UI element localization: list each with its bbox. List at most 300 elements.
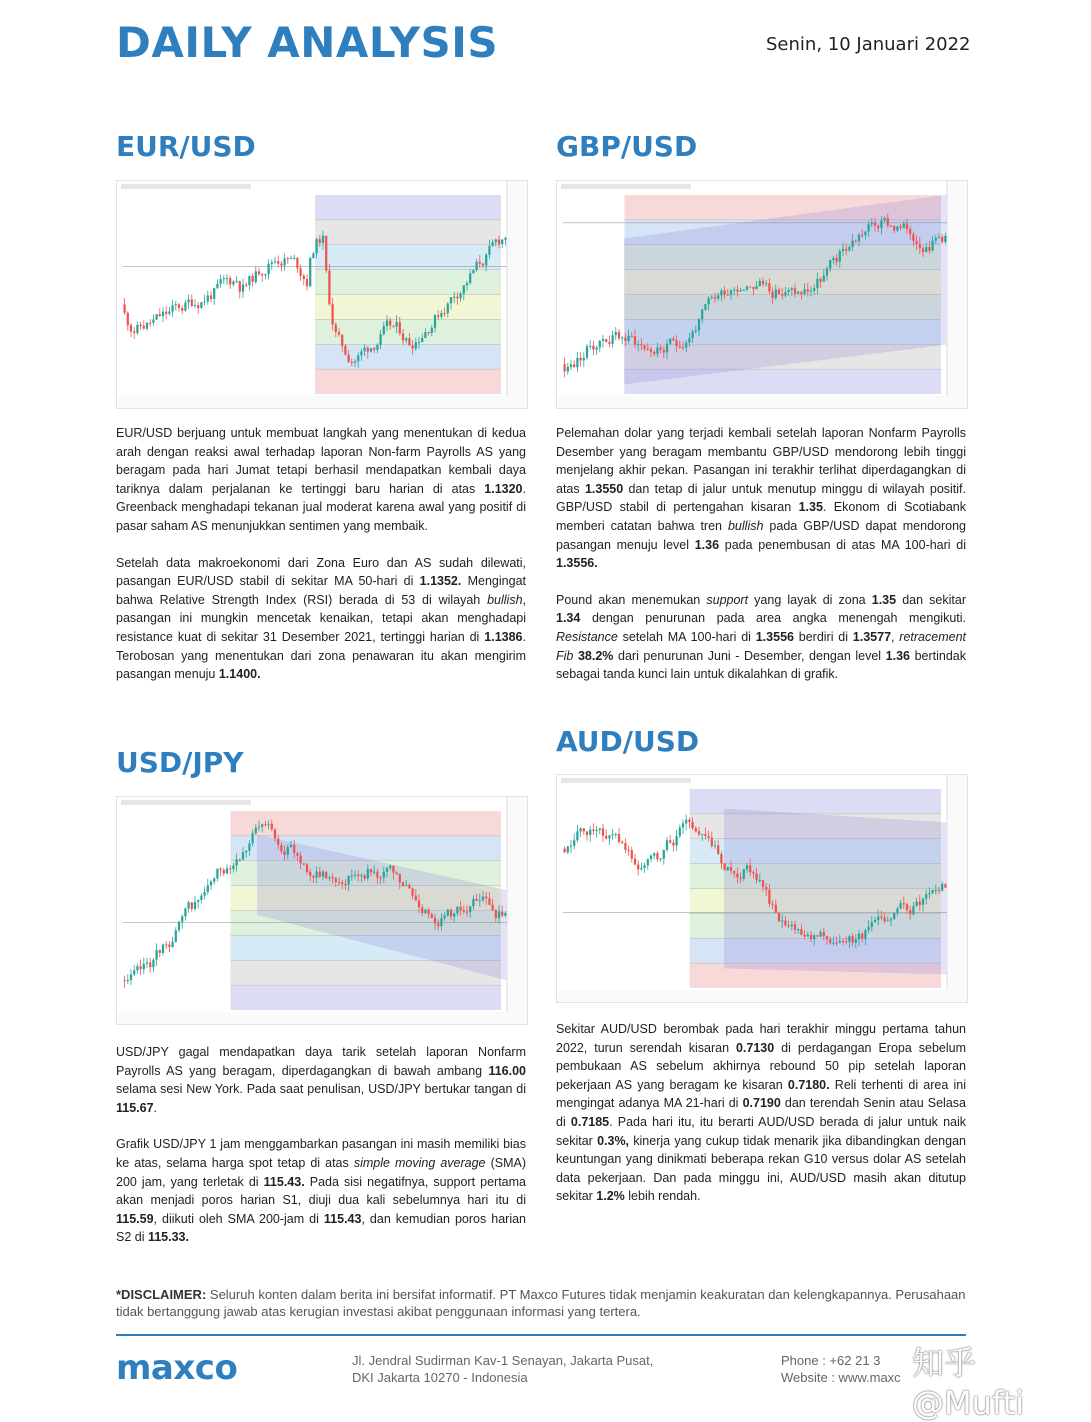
- candle-body: [823, 276, 825, 282]
- candle-body: [714, 297, 716, 298]
- candle-body: [315, 872, 317, 878]
- candle-body: [299, 856, 301, 864]
- candle-body: [883, 218, 885, 220]
- candle-body: [459, 294, 461, 299]
- candle-body: [749, 287, 751, 288]
- candle-body: [219, 869, 221, 870]
- candle-body: [431, 914, 433, 918]
- candle-body: [736, 290, 738, 292]
- candle-body: [567, 367, 569, 372]
- candle-body: [627, 336, 629, 341]
- chart-title-strip: [561, 184, 691, 189]
- candle-body: [251, 276, 253, 282]
- candle-body: [386, 868, 388, 872]
- candle-body: [909, 229, 911, 234]
- candle-body: [707, 298, 709, 304]
- candle-body: [139, 325, 141, 326]
- candle-body: [187, 902, 189, 908]
- candle-body: [669, 339, 671, 344]
- candle-body: [143, 326, 145, 329]
- candle-body: [485, 897, 487, 899]
- candle-body: [602, 339, 604, 341]
- candle-body: [893, 226, 895, 230]
- fib-zone: [231, 811, 501, 836]
- candle-body: [344, 884, 346, 885]
- candle-body: [899, 903, 901, 908]
- candle-body: [874, 920, 876, 922]
- candle-body: [335, 325, 337, 332]
- candle-body: [424, 910, 426, 913]
- candle-body: [344, 346, 346, 355]
- chart-title-strip: [561, 778, 691, 783]
- candle-body: [155, 314, 157, 319]
- time-axis: [117, 396, 527, 408]
- candle-body: [851, 241, 853, 247]
- candle-body: [621, 338, 623, 339]
- candle-body: [704, 834, 706, 836]
- candle-body: [880, 916, 882, 917]
- candle-body: [855, 241, 857, 242]
- candle-body: [579, 358, 581, 361]
- candle-body: [309, 872, 311, 876]
- candle-body: [152, 960, 154, 968]
- eurusd-chart: [116, 180, 528, 409]
- candle-body: [695, 828, 697, 831]
- candle-body: [181, 916, 183, 921]
- candle-body: [647, 859, 649, 865]
- audusd-chart: [556, 774, 968, 1003]
- candle-body: [232, 282, 234, 285]
- candle-body: [360, 875, 362, 876]
- candle-body: [679, 828, 681, 836]
- candle-body: [813, 935, 815, 939]
- candle-body: [727, 867, 729, 870]
- usdjpy-paragraph-1: USD/JPY gagal mendapatkan daya tarik setelah laporan Nonfarm Payrolls AS yang beragam, diperdagangkan di bawah ambang 116.00 selama sesi New York. Pada saat penulisan, USD/JPY bertukar tangan di 115.67.: [116, 1045, 526, 1115]
- candle-body: [755, 873, 757, 880]
- candle-body: [463, 285, 465, 293]
- candle-body: [602, 828, 604, 835]
- candle-body: [245, 851, 247, 853]
- candle-body: [181, 308, 183, 311]
- audusd-paragraph-1: Sekitar AUD/USD berombak pada hari terakhir minggu pertama tahun 2022, turun serendah kisaran 0.7130 di perdagangan Eropa sebelum pembukaan AS sebelum akhirnya rebound 50 pip setelah laporan pekerjaan AS yang beragam ke kisaran 0.7180. Reli terhenti di area ini mengingat adanya MA 21-hari di 0.7190 dan terendah Senin atau Selasa di 0.7185. Pada hari itu, itu berarti AUD/USD berada di jalur untuk naik sekitar 0.3%, kinerja yang cukup tidak menarik jika dibandingkan dengan keuntungan yang dinikmati beberapa rekan G10 versus dolar AS setelah data pekerjaan. Dan pada minggu ini, AUD/USD masih akan ditutup sekitar 1.2% lebih rendah.: [556, 1022, 966, 1204]
- candle-body: [459, 907, 461, 910]
- candle-body: [463, 910, 465, 911]
- candle-body: [351, 362, 353, 363]
- candle-body: [200, 896, 202, 900]
- candle-body: [618, 332, 620, 338]
- candle-body: [363, 348, 365, 352]
- candle-body: [842, 941, 844, 942]
- candle-body: [207, 295, 209, 301]
- candle-body: [239, 281, 241, 291]
- candle-body: [383, 326, 385, 334]
- candle-body: [691, 332, 693, 338]
- candle-body: [351, 875, 353, 876]
- candle-body: [299, 268, 301, 275]
- candle-body: [653, 853, 655, 855]
- candle-body: [896, 226, 898, 230]
- candle-body: [563, 364, 565, 371]
- candle-body: [787, 290, 789, 292]
- candle-body: [656, 347, 658, 353]
- candle-body: [491, 905, 493, 910]
- candle-body: [367, 869, 369, 879]
- candle-body: [608, 835, 610, 838]
- page-title: DAILY ANALYSIS: [116, 18, 499, 67]
- candle-body: [762, 281, 764, 284]
- candle-body: [440, 918, 442, 926]
- fib-zone: [315, 220, 501, 245]
- audusd-heading: AUD/USD: [556, 725, 700, 758]
- candle-body: [488, 246, 490, 255]
- candle-body: [861, 934, 863, 939]
- candle-body: [482, 897, 484, 901]
- candle-body: [858, 934, 860, 940]
- candle-body: [599, 828, 601, 829]
- candle-body: [315, 239, 317, 253]
- candle-body: [746, 865, 748, 869]
- candle-body: [842, 249, 844, 251]
- candle-body: [922, 899, 924, 905]
- candle-body: [472, 899, 474, 906]
- candle-body: [618, 834, 620, 842]
- candle-body: [759, 281, 761, 286]
- eurusd-paragraph-1: EUR/USD berjuang untuk membuat langkah yang menentukan di kedua arah dengan reaksi awal terhadap laporan Non-farm Payrolls AS yang beragam pada hari Jumat tetapi berhasil mendapatkan kembali daya tariknya dalam perjalanan ke tertinggi baru harian di atas 1.1320. Greenback menghadapi tekanan jual moderat karena awal yang positif di pasar saham AS menunjukkan sentimen yang membaik.: [116, 426, 526, 533]
- candle-body: [373, 348, 375, 350]
- candle-body: [485, 255, 487, 266]
- candle-body: [682, 823, 684, 827]
- candle-body: [583, 358, 585, 361]
- candle-body: [306, 279, 308, 286]
- candle-body: [235, 859, 237, 865]
- fib-zone: [315, 369, 501, 394]
- candle-body: [730, 290, 732, 294]
- candle-body: [418, 342, 420, 343]
- candle-body: [421, 907, 423, 913]
- candle-body: [570, 846, 572, 847]
- candle-body: [621, 842, 623, 843]
- candle-body: [807, 289, 809, 291]
- candle-body: [717, 295, 719, 298]
- candle-body: [255, 271, 257, 282]
- candle-body: [242, 285, 244, 292]
- candle-body: [133, 332, 135, 333]
- candle-body: [586, 346, 588, 358]
- candle-body: [755, 286, 757, 289]
- candle-body: [280, 264, 282, 266]
- candle-body: [200, 302, 202, 308]
- candle-body: [819, 932, 821, 937]
- candle-body: [376, 345, 378, 350]
- candle-body: [210, 295, 212, 298]
- candle-body: [791, 288, 793, 290]
- candle-body: [880, 220, 882, 228]
- zhihu-watermark: 知乎 @Mufti: [912, 1344, 1025, 1422]
- candle-body: [146, 962, 148, 963]
- candle-body: [136, 966, 138, 970]
- price-axis: [947, 181, 967, 408]
- candle-body: [367, 348, 369, 352]
- candle-body: [363, 875, 365, 878]
- candle-body: [611, 834, 613, 835]
- usdjpy-paragraph-2: Grafik USD/JPY 1 jam menggambarkan pasangan ini masih memiliki bias ke atas, selama harga spot tetap di atas simple moving average (SMA) 200 jam, yang terletak di 115.43. Pada sisi negatifnya, support pertama akan menjadi poros harian S1, diuji dua kali sebelumnya hari itu di 115.59, diikuti oleh SMA 200-jam di 115.43, dan kemudian poros harian S2 di 115.33.: [116, 1137, 526, 1245]
- candle-body: [579, 828, 581, 831]
- candle-body: [267, 264, 269, 274]
- gbpusd-chart-svg: [557, 181, 967, 408]
- usdjpy-chart: [116, 796, 528, 1025]
- candle-body: [287, 258, 289, 259]
- candle-body: [450, 910, 452, 917]
- candle-body: [258, 271, 260, 274]
- candle-body: [717, 845, 719, 854]
- candle-body: [184, 303, 186, 311]
- candle-body: [309, 258, 311, 286]
- candle-body: [431, 328, 433, 333]
- candle-body: [331, 304, 333, 324]
- candle-body: [399, 322, 401, 333]
- disclaimer-label: *DISCLAIMER:: [116, 1287, 207, 1302]
- candle-body: [768, 283, 770, 291]
- candle-body: [912, 906, 914, 914]
- candle-body: [707, 836, 709, 838]
- candle-body: [637, 865, 639, 870]
- candle-body: [573, 840, 575, 846]
- candle-body: [903, 903, 905, 904]
- candle-body: [418, 901, 420, 908]
- candle-body: [634, 859, 636, 865]
- candle-body: [395, 873, 397, 874]
- candle-body: [858, 235, 860, 241]
- candle-body: [695, 331, 697, 332]
- phone-line: Phone : +62 21 3: [781, 1353, 881, 1368]
- candle-body: [807, 935, 809, 937]
- candle-body: [274, 261, 276, 262]
- candle-body: [456, 297, 458, 299]
- price-channel: [724, 809, 947, 974]
- candle-body: [624, 843, 626, 850]
- candle-body: [800, 929, 802, 935]
- candle-body: [663, 350, 665, 353]
- candle-body: [287, 847, 289, 855]
- candle-body: [354, 361, 356, 362]
- candle-body: [765, 887, 767, 890]
- candle-body: [219, 279, 221, 284]
- candle-body: [469, 906, 471, 912]
- candle-body: [133, 970, 135, 974]
- candle-body: [810, 291, 812, 292]
- candle-body: [931, 890, 933, 893]
- candle-body: [146, 323, 148, 329]
- gbpusd-chart: [556, 180, 968, 409]
- candle-body: [672, 843, 674, 846]
- candle-body: [389, 866, 391, 868]
- candle-body: [941, 884, 943, 890]
- candle-body: [816, 279, 818, 288]
- candle-body: [608, 342, 610, 344]
- candle-body: [488, 898, 490, 905]
- candle-body: [235, 281, 237, 282]
- candle-body: [175, 930, 177, 941]
- candle-body: [650, 856, 652, 860]
- candle-body: [605, 836, 607, 839]
- candle-body: [915, 241, 917, 244]
- candle-body: [615, 332, 617, 335]
- candle-body: [443, 313, 445, 314]
- gbpusd-text: [556, 424, 966, 684]
- candle-body: [456, 907, 458, 913]
- candle-body: [762, 880, 764, 887]
- candle-body: [389, 321, 391, 326]
- candle-body: [595, 347, 597, 349]
- candle-body: [498, 912, 500, 918]
- candle-body: [643, 865, 645, 868]
- candle-body: [408, 885, 410, 888]
- candle-body: [611, 335, 613, 344]
- candle-body: [816, 935, 818, 936]
- candle-body: [405, 885, 407, 886]
- candle-body: [784, 921, 786, 926]
- candle-body: [899, 226, 901, 227]
- candle-body: [264, 824, 266, 825]
- candle-body: [906, 904, 908, 910]
- candle-body: [771, 292, 773, 298]
- candle-body: [347, 355, 349, 362]
- candle-body: [727, 295, 729, 296]
- candle-body: [264, 274, 266, 275]
- candle-body: [127, 980, 129, 981]
- candle-body: [912, 234, 914, 241]
- candle-body: [944, 236, 946, 242]
- candle-body: [498, 240, 500, 245]
- candle-body: [495, 910, 497, 918]
- candle-body: [743, 290, 745, 291]
- candle-body: [675, 836, 677, 846]
- candle-body: [271, 824, 273, 829]
- candle-body: [475, 899, 477, 901]
- candle-body: [165, 944, 167, 945]
- candle-body: [274, 829, 276, 838]
- candle-body: [890, 919, 892, 921]
- candle-body: [627, 850, 629, 851]
- candle-body: [123, 980, 125, 981]
- price-axis: [947, 775, 967, 1002]
- candle-body: [650, 349, 652, 352]
- candle-body: [832, 258, 834, 260]
- candle-body: [749, 865, 751, 872]
- candle-body: [615, 834, 617, 835]
- candle-body: [787, 925, 789, 926]
- candle-body: [162, 312, 164, 317]
- candle-body: [280, 845, 282, 852]
- gbpusd-paragraph-1: Pelemahan dolar yang terjadi kembali setelah laporan Nonfarm Payrolls Desember yang beragam membantu GBP/USD mendorong lebih tinggi menjelang akhir pekan. Pasangan ini terakhir terlihat diperdagangkan di atas 1.3550 dan tetap di jalur untuk menutup minggu di wilayah positif. GBP/USD stabil di pertengahan kisaran 1.35. Ekonom di Scotiabank memberi catatan bahwa tren bullish pada GBP/USD dapat mendorong pasangan menuju level 1.36 pada penembusan di atas MA 100-hari di 1.3556.: [556, 426, 966, 571]
- candle-body: [685, 820, 687, 824]
- candle-body: [701, 310, 703, 320]
- eurusd-heading: EUR/USD: [116, 130, 256, 163]
- candle-body: [861, 235, 863, 236]
- candle-body: [450, 297, 452, 303]
- candle-body: [675, 340, 677, 346]
- candle-body: [656, 853, 658, 859]
- candle-body: [251, 833, 253, 843]
- candle-body: [306, 864, 308, 872]
- candle-body: [797, 292, 799, 294]
- candle-body: [216, 284, 218, 288]
- address-line-1: Jl. Jendral Sudirman Kav-1 Senayan, Jakarta Pusat,: [352, 1353, 654, 1368]
- candle-body: [826, 936, 828, 939]
- candle-body: [149, 323, 151, 324]
- candle-body: [768, 890, 770, 904]
- candle-body: [711, 297, 713, 298]
- candle-body: [887, 218, 889, 225]
- candle-body: [864, 232, 866, 236]
- company-address: [352, 1352, 653, 1386]
- candle-body: [303, 863, 305, 864]
- candle-body: [312, 876, 314, 878]
- candle-body: [640, 868, 642, 869]
- candle-body: [207, 885, 209, 892]
- candle-body: [504, 913, 506, 916]
- candle-body: [576, 831, 578, 840]
- candle-body: [437, 315, 439, 317]
- candle-body: [338, 332, 340, 335]
- candle-body: [261, 274, 263, 275]
- candle-body: [883, 918, 885, 922]
- candle-body: [504, 238, 506, 240]
- candle-body: [402, 333, 404, 340]
- candle-body: [682, 348, 684, 349]
- candle-body: [663, 850, 665, 859]
- candle-body: [360, 351, 362, 355]
- candle-body: [938, 237, 940, 238]
- candle-body: [411, 346, 413, 349]
- candle-body: [501, 240, 503, 244]
- candle-body: [223, 278, 225, 279]
- candle-body: [290, 845, 292, 847]
- eurusd-text: [116, 424, 526, 684]
- candle-body: [223, 870, 225, 874]
- candle-body: [453, 297, 455, 298]
- candle-body: [277, 261, 279, 263]
- time-axis: [557, 396, 967, 408]
- candle-body: [739, 290, 741, 291]
- candle-body: [168, 311, 170, 313]
- candle-body: [631, 336, 633, 337]
- candle-body: [341, 882, 343, 884]
- chart-title-strip: [121, 184, 251, 189]
- candle-body: [794, 288, 796, 294]
- candle-body: [855, 939, 857, 942]
- candle-body: [794, 924, 796, 930]
- candle-body: [813, 288, 815, 291]
- disclaimer-text: Seluruh konten dalam berita ini bersifat informatif. PT Maxco Futures tidak menjamin keakuratan dan kelengkapannya. Perusahaan tidak bertanggung jawab atas kerugian investasi akibat penggunaan informasi yang tertera.: [116, 1287, 966, 1319]
- candle-body: [823, 932, 825, 936]
- candle-body: [919, 244, 921, 249]
- candle-body: [379, 334, 381, 345]
- candle-body: [778, 290, 780, 294]
- candle-body: [197, 900, 199, 902]
- candle-body: [935, 890, 937, 891]
- candle-body: [867, 224, 869, 231]
- candle-body: [803, 289, 805, 294]
- candle-body: [415, 896, 417, 901]
- candle-body: [347, 876, 349, 885]
- candle-body: [293, 258, 295, 259]
- time-axis: [117, 1012, 527, 1024]
- candle-body: [178, 304, 180, 308]
- candle-body: [653, 352, 655, 354]
- candle-body: [267, 824, 269, 825]
- candle-body: [669, 840, 671, 842]
